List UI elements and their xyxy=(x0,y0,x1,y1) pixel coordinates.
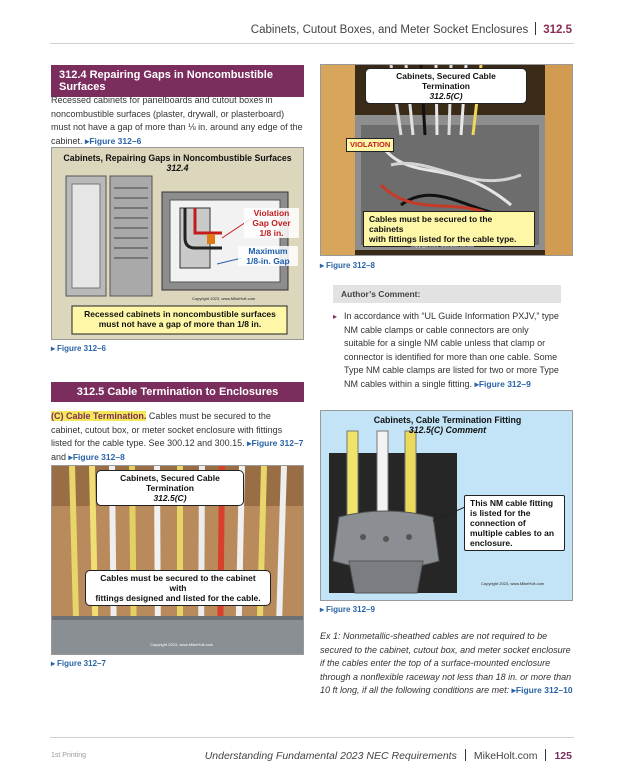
section-312-5-text: Cables must be secured to the cabinet, cutout box, or meter socket enclosure with fittings listed for the cable type. See 300.12 and 300.15. xyxy=(51,411,283,448)
figure-312-9-copyright: Copyright 2023, www.MikeHolt.com xyxy=(481,581,545,586)
section-heading-312-5: 312.5 Cable Termination to Enclosures xyxy=(51,382,304,402)
exception-1-text: Ex 1: Nonmetallic-sheathed cables are not required to be secured to the cabinet, cutout box, and meter socket enclosure if the cables enter the top of a surface-mounted enclosure through a nonflexible raceway not less than 18 in. or more than 10 ft long, if all the following conditions are met: xyxy=(320,631,572,695)
figure-312-7-title-block xyxy=(96,470,244,506)
maximum-gap-label: Maximum 1/8-in. Gap xyxy=(238,246,298,266)
running-header xyxy=(251,22,572,36)
figure-312-8 xyxy=(320,64,573,256)
footer-separator-2 xyxy=(545,749,546,761)
figure-312-7-link-label: Figure 312–7 xyxy=(251,438,304,448)
figure-312-6-copyright: Copyright 2023, www.MikeHolt.com xyxy=(192,296,256,301)
footer-rule xyxy=(50,737,574,738)
figure-312-7-code: 312.5(C) xyxy=(153,493,187,503)
figure-312-6 xyxy=(51,147,304,340)
printing-note: 1st Printing xyxy=(51,752,87,759)
authors-comment-bullet-icon: ▸ xyxy=(333,312,338,321)
header-separator xyxy=(535,22,536,35)
figure-312-9-link[interactable]: ▸Figure 312–9 xyxy=(474,378,531,389)
figure-312-7-note: Cables must be secured to the cabinet with fittings designed and listed for the cable. xyxy=(85,570,271,606)
figure-312-6-code: 312.4 xyxy=(166,163,189,173)
violation-gap-label: Violation Gap Over 1/8 in. xyxy=(244,208,299,238)
footer-right xyxy=(205,749,572,762)
figure-312-8-link[interactable]: ▸Figure 312–8 xyxy=(68,451,125,462)
section-312-4-body xyxy=(51,94,304,148)
figure-312-9-link-label: Figure 312–9 xyxy=(478,378,531,389)
section-312-5-lead: (C) Cable Termination. xyxy=(51,411,147,421)
figure-312-8-note: Cables must be secured to the cabinets with fittings listed for the cable type. xyxy=(363,211,535,247)
figure-312-10-link-label: Figure 312–10 xyxy=(515,685,573,695)
figure-312-7-link[interactable]: ▸Figure 312–7 xyxy=(247,438,304,448)
figure-312-8-title-block xyxy=(365,68,527,104)
figure-312-8-link-label: Figure 312–8 xyxy=(72,451,125,462)
authors-comment-heading: Author’s Comment: xyxy=(333,285,561,303)
exception-1 xyxy=(320,630,573,698)
footer-book-title: Understanding Fundamental 2023 NEC Requirements xyxy=(204,750,457,762)
figure-312-9 xyxy=(320,410,573,601)
footer-separator-1 xyxy=(465,749,466,761)
figure-312-6-title: Cabinets, Repairing Gaps in Noncombustible Surfaces xyxy=(63,153,292,163)
figure-312-8-caption: ▸ Figure 312–8 xyxy=(320,261,375,270)
header-rule xyxy=(50,43,574,44)
figure-312-8-copyright: Copyright 2023, www.MikeHolt.com xyxy=(411,243,475,248)
figure-312-9-note: This NM cable fitting is listed for the connection of multiple cables to an enclosure. xyxy=(464,495,565,551)
figure-312-6-link-label: Figure 312–6 xyxy=(89,135,142,146)
figure-312-10-link[interactable]: ▸Figure 312–10 xyxy=(511,685,573,695)
violation-badge: VIOLATION xyxy=(346,138,394,152)
authors-comment-body xyxy=(344,310,561,391)
figure-312-9-caption: ▸ Figure 312–9 xyxy=(320,605,375,614)
header-section-number: 312.5 xyxy=(543,24,572,36)
figure-312-6-link[interactable]: ▸Figure 312–6 xyxy=(85,135,142,146)
header-title: Cabinets, Cutout Boxes, and Meter Socket Enclosures xyxy=(250,24,529,36)
figure-312-8-title: Cabinets, Secured Cable Termination xyxy=(396,71,496,91)
figure-312-7-copyright: Copyright 2023, www.MikeHolt.com xyxy=(150,642,214,647)
figure-312-6-caption: ▸ Figure 312–6 xyxy=(51,344,106,353)
section-312-5-body xyxy=(51,410,304,464)
figure-312-6-title-block xyxy=(58,151,297,175)
figure-312-7-title: Cabinets, Secured Cable Termination xyxy=(120,473,220,493)
figure-312-7-caption: ▸ Figure 312–7 xyxy=(51,659,106,668)
figure-312-9-code: 312.5(C) Comment xyxy=(408,425,487,435)
figure-312-7 xyxy=(51,465,304,655)
and-word: and xyxy=(51,451,67,462)
figure-312-9-title-block xyxy=(327,415,568,435)
figure-312-9-title: Cabinets, Cable Termination Fitting xyxy=(373,415,522,425)
authors-comment-text: In accordance with “UL Guide Information PXJV,” type NM cable clamps or cable connectors are only suitable for a single NM cable unless that clamp or connector is identified for more than one cable. Some Type NM cable clamps are listed for two or more Type NM cables within a single fitting. xyxy=(344,311,559,389)
figure-312-6-note: Recessed cabinets in noncombustible surfaces must not have a gap of more than 1/8 in. xyxy=(84,309,276,329)
section-heading-312-4: 312.4 Repairing Gaps in Noncombustible Surfaces xyxy=(51,65,304,97)
section-312-4-text: Recessed cabinets for panelboards and cutout boxes in noncombustible surfaces (plaster, drywall, or plasterboard) must not have a gap of more than ⅛ in. around any edge of the cabinet. xyxy=(51,95,303,146)
footer-site: MikeHolt.com xyxy=(473,750,538,762)
figure-312-8-code: 312.5(C) xyxy=(429,91,463,101)
page-number: 125 xyxy=(554,750,572,762)
